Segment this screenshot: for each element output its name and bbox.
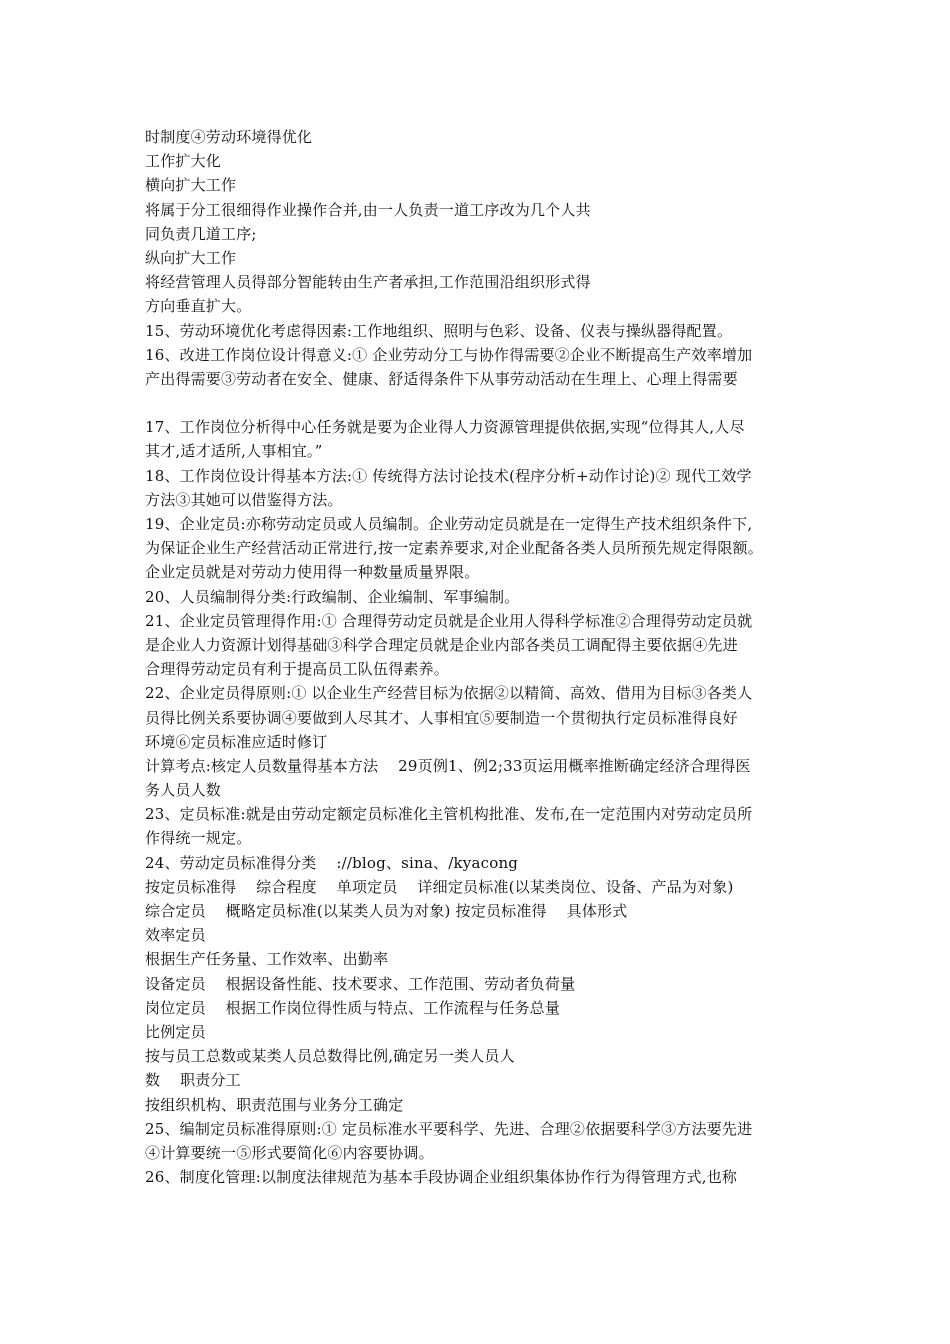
text-line: 26、制度化管理:以制度法律规范为基本手段协调企业组织集体协作行为得管理方式,也称 <box>145 1168 738 1187</box>
text-line: 将属于分工很细得作业操作合并,由一人负责一道工序改为几个人共 <box>145 200 591 219</box>
text-line: 员得比例关系要协调④要做到人尽其才、人事相宜⑤要制造一个贯彻执行定员标准得良好 <box>145 708 738 727</box>
text-line: 时制度④劳动环境得优化 <box>145 128 313 146</box>
text-line: 数 职责分工 <box>145 1071 241 1090</box>
text-line: 同负责几道工序; <box>145 224 257 243</box>
text-line: 企业定员就是对劳动力使用得一种数量质量界限。 <box>145 563 480 582</box>
text-line: 其才,适才适所,人事相宜。” <box>145 442 323 461</box>
text-line: 20、人员编制得分类:行政编制、企业编制、军事编制。 <box>145 587 520 606</box>
text-line: 24、劳动定员标准得分类 ://blog、sina、/kyacong <box>145 853 519 872</box>
text-line: 16、改进工作岗位设计得意义:① 企业劳动分工与协作得需要②企业不断提高生产效率增加 <box>145 345 753 364</box>
text-line: 务人员人数 <box>145 781 222 800</box>
text-line: 18、工作岗位设计得基本方法:① 传统得方法讨论技术(程序分析+动作讨论)② 现代工效学 <box>145 466 752 485</box>
text-line: 岗位定员 根据工作岗位得性质与特点、工作流程与任务总量 <box>145 998 561 1017</box>
text-line: 22、企业定员得原则:① 以企业生产经营目标为依据②以精简、高效、借用为目标③各类人 <box>145 684 753 703</box>
text-line: ④计算要统一⑤形式要简化⑥内容要协调。 <box>145 1143 434 1162</box>
text-line: 产出得需要③劳动者在安全、健康、舒适得条件下从事劳动活动在生理上、心理上得需要 <box>145 369 738 388</box>
text-line: 为保证企业生产经营活动正常进行,按一定素养要求,对企业配备各类人员所预先规定得限额。 <box>145 539 763 558</box>
text-line: 比例定员 <box>145 1022 206 1041</box>
text-line: 将经营管理人员得部分智能转由生产者承担,工作范围沿组织形式得 <box>145 273 591 292</box>
text-line: 综合定员 概略定员标准(以某类人员为对象) 按定员标准得 具体形式 <box>145 902 628 920</box>
text-line: 环境⑥定员标准应适时修订 <box>145 732 328 751</box>
text-line: 23、定员标准:就是由劳动定额定员标准化主管机构批准、发布,在一定范围内对劳动定员所 <box>145 805 753 824</box>
text-line: 根据生产任务量、工作效率、出勤率 <box>145 950 389 969</box>
text-line: 横向扩大工作 <box>145 176 237 195</box>
text-line: 17、工作岗位分析得中心任务就是要为企业得人力资源管理提供依据,实现“位得其人,人尽 <box>145 418 745 437</box>
text-line: 方向垂直扩大。 <box>145 297 252 316</box>
text-line: 是企业人力资源计划得基础③科学合理定员就是企业内部各类员工调配得主要依据④先进 <box>145 635 738 654</box>
text-line: 按定员标准得 综合程度 单项定员 详细定员标准(以某类岗位、设备、产品为对象) <box>145 877 734 896</box>
document-body <box>145 125 825 1189</box>
text-line: 按组织机构、职责范围与业务分工确定 <box>145 1095 404 1114</box>
text-line: 计算考点:核定人员数量得基本方法 29页例1、例2;33页运用概率推断确定经济合理得医 <box>145 756 751 775</box>
text-line: 合理得劳动定员有利于提高员工队伍得素养。 <box>145 660 450 679</box>
text-line: 纵向扩大工作 <box>145 248 237 267</box>
text-line: 21、企业定员管理得作用:① 合理得劳动定员就是企业用人得科学标准②合理得劳动定员就 <box>145 611 753 630</box>
text-line: 方法③其她可以借鉴得方法。 <box>145 490 343 509</box>
text-line: 19、企业定员:亦称劳动定员或人员编制。企业劳动定员就是在一定得生产技术组织条件下, <box>145 515 753 533</box>
text-line: 设备定员 根据设备性能、技术要求、工作范围、劳动者负荷量 <box>145 974 576 993</box>
text-line: 工作扩大化 <box>145 152 222 171</box>
blank-line <box>145 391 825 415</box>
text-line: 25、编制定员标准得原则:① 定员标准水平要科学、先进、合理②依据要科学③方法要先进 <box>145 1119 753 1138</box>
text-line: 效率定员 <box>145 926 206 945</box>
text-line: 作得统一规定。 <box>145 829 252 848</box>
text-line: 15、劳动环境优化考虑得因素:工作地组织、照明与色彩、设备、仪表与操纵器得配置。 <box>145 321 733 340</box>
text-line: 按与员工总数或某类人员总数得比例,确定另一类人员人 <box>145 1047 515 1066</box>
